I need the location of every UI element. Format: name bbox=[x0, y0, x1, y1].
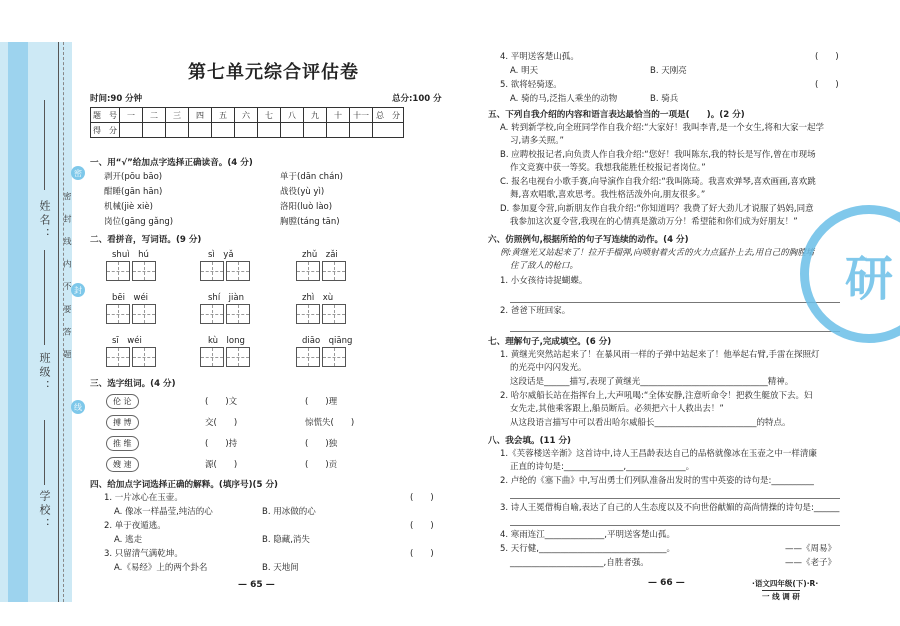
r-option: A. 骑的马,泛指人乘坐的动物 bbox=[510, 94, 618, 104]
r-option: B. 骑兵 bbox=[650, 94, 679, 104]
score-cell[interactable] bbox=[258, 123, 281, 138]
answer-line[interactable] bbox=[510, 497, 840, 499]
s7-blank-line[interactable]: 这段话是______描写,表现了黄继光______________________________精神。 bbox=[510, 377, 794, 387]
answer-paren[interactable]: ( ) bbox=[410, 549, 434, 559]
score-header-cell: 十 bbox=[327, 108, 350, 123]
s4-option: B. 隐藏,消失 bbox=[262, 535, 310, 545]
total-label: 总分:100 分 bbox=[392, 94, 442, 104]
score-header-row bbox=[91, 108, 404, 123]
s6-example: 住了敌人的枪口。 bbox=[510, 261, 579, 271]
pinyin-label: shuì hú bbox=[112, 250, 149, 260]
class-line bbox=[44, 250, 45, 345]
s4-option: B. 天地间 bbox=[262, 563, 299, 573]
section-5-heading: 五、下列自我介绍的内容和语言表达最恰当的一项是( )。(2 分) bbox=[488, 110, 745, 120]
s8-blank-line[interactable]: ______________________,自胜者强。 bbox=[510, 558, 649, 568]
score-cell[interactable] bbox=[373, 123, 404, 138]
score-cell[interactable] bbox=[143, 123, 166, 138]
page-title: 第七单元综合评估卷 bbox=[188, 62, 359, 83]
answer-paren[interactable]: ( ) bbox=[815, 52, 839, 62]
section-8-heading: 八、我会填。(11 分) bbox=[488, 436, 571, 446]
s8-text[interactable]: 3. 诗人王冕借梅自喻,表达了自己的人生态度以及不向世俗献媚的高尚情操的诗句是:______ bbox=[500, 503, 840, 513]
score-cell[interactable] bbox=[327, 123, 350, 138]
score-cell[interactable] bbox=[120, 123, 143, 138]
s5-line: 舞,喜欢唱歌,喜欢思考。我性格活泼外向,朋友很多。” bbox=[510, 190, 706, 200]
char-group: 伦 论 bbox=[106, 394, 139, 409]
score-header-cell: 二 bbox=[143, 108, 166, 123]
score-header-cell: 十一 bbox=[350, 108, 373, 123]
pinyin-label: zhì xù bbox=[302, 293, 334, 303]
s1-item: 岗位(gāng gǎng) bbox=[104, 217, 174, 227]
pinyin-label: zhǔ zǎi bbox=[302, 250, 338, 260]
writing-box[interactable] bbox=[200, 347, 252, 371]
score-cell[interactable] bbox=[235, 123, 258, 138]
answer-paren[interactable]: ( ) bbox=[410, 493, 434, 503]
s4-option: A.《易经》上的两个卦名 bbox=[114, 563, 208, 573]
score-header-cell: 四 bbox=[189, 108, 212, 123]
pinyin-label: kù long bbox=[208, 336, 245, 346]
s8-blank-line[interactable]: 5. 天行健,______________________________。 bbox=[500, 544, 676, 554]
name-label: 姓名： bbox=[38, 200, 51, 242]
seal-circle-2: 封 bbox=[71, 283, 85, 297]
binding-line bbox=[58, 42, 59, 602]
s4-option: B. 用冰做的心 bbox=[262, 507, 316, 517]
s7-text: 女先走,其他乘客跟上,船员断后。必须把六十人救出去！” bbox=[510, 404, 724, 414]
score-header-cell: 一 bbox=[120, 108, 143, 123]
score-cell[interactable] bbox=[281, 123, 304, 138]
s5-line: A. 转到新学校,向全班同学作自我介绍:“大家好！我叫李青,是一个女生,将和大家一起学 bbox=[500, 123, 824, 133]
s1-item: 战役(yù yì) bbox=[280, 187, 325, 197]
time-label: 时间:90 分钟 bbox=[90, 94, 143, 104]
section-7-heading: 七、理解句子,完成填空。(6 分) bbox=[488, 337, 612, 347]
footer-brand: 一 线 调 研 bbox=[762, 592, 800, 601]
s1-item: 洛阳(luò lào) bbox=[280, 202, 333, 212]
s7-text: 的光亮中闪闪发光。 bbox=[510, 363, 587, 373]
char-group: 嫂 速 bbox=[106, 457, 139, 472]
s5-line: 我参加这次夏令营,我现在的心情真是激动万分！希望能和你们成为好朋友！” bbox=[510, 217, 798, 227]
footer-book: ·语文四年级(下)·R· bbox=[752, 579, 819, 588]
s4-option: A. 像冰一样晶莹,纯洁的心 bbox=[114, 507, 213, 517]
r-option: A. 明天 bbox=[510, 66, 539, 76]
seal-circle-3: 线 bbox=[71, 400, 85, 414]
pinyin-label: sì yǎ bbox=[208, 250, 234, 260]
school-line bbox=[44, 420, 45, 485]
r-question: 4. 平明送客楚山孤。 bbox=[500, 52, 579, 62]
s5-line: C. 报名电视台小歌手赛,向导演作自我介绍:“我叫陈琦。我喜欢弹琴,喜欢画画,喜欢跳 bbox=[500, 177, 816, 187]
s3-blank[interactable]: ( )文 bbox=[205, 397, 238, 407]
writing-box[interactable] bbox=[296, 261, 348, 285]
score-cell[interactable] bbox=[304, 123, 327, 138]
score-header-cell: 题 号 bbox=[91, 108, 120, 123]
writing-box[interactable] bbox=[106, 304, 158, 328]
s8-blank-line[interactable]: 正直的诗句是:______________,______________。 bbox=[510, 462, 695, 472]
s1-item: 酣睡(gān hān) bbox=[104, 187, 163, 197]
pinyin-label: diāo qiāng bbox=[302, 336, 353, 346]
r-option: B. 天刚亮 bbox=[650, 66, 687, 76]
answer-line[interactable] bbox=[510, 524, 840, 526]
score-header-cell: 六 bbox=[235, 108, 258, 123]
s1-item: 剥开(pōu bāo) bbox=[104, 172, 163, 182]
score-header-cell: 八 bbox=[281, 108, 304, 123]
section-2-heading: 二、看拼音，写词语。(9 分) bbox=[90, 235, 202, 245]
name-line bbox=[44, 100, 45, 190]
s5-line: D. 参加夏令营,向新朋友作自我介绍:“你知道吗？我费了好大劲儿才说服了妈妈,同意 bbox=[500, 204, 814, 214]
pinyin-label: shí jiàn bbox=[208, 293, 244, 303]
r-question: 5. 欲将轻骑逐。 bbox=[500, 80, 562, 90]
writing-box[interactable] bbox=[200, 304, 252, 328]
score-header-cell: 七 bbox=[258, 108, 281, 123]
writing-box[interactable] bbox=[106, 261, 158, 285]
writing-box[interactable] bbox=[200, 261, 252, 285]
s6-question: 1. 小女孩待诗捉蝴蝶。 bbox=[500, 276, 588, 286]
s3-blank[interactable]: 源( ) bbox=[205, 460, 238, 470]
score-header-cell: 九 bbox=[304, 108, 327, 123]
s5-line: 作文竞赛中获一等奖。我想我能胜任校报记者岗位。” bbox=[510, 163, 706, 173]
s8-source: ——《老子》 bbox=[785, 558, 837, 568]
score-cell[interactable] bbox=[189, 123, 212, 138]
s4-question: 1. 一片冰心在玉壶。 bbox=[104, 493, 183, 503]
s3-blank[interactable]: ( )持 bbox=[205, 439, 238, 449]
s3-blank[interactable]: 惊慌失( ) bbox=[305, 418, 355, 428]
s5-line: B. 应聘校报记者,向负责人作自我介绍:“您好！我叫陈东,我的特长是写作,曾在市现场 bbox=[500, 150, 816, 160]
s1-item: 胸膛(táng tān) bbox=[280, 217, 340, 227]
writing-box[interactable] bbox=[296, 347, 348, 371]
s6-question: 2. 爸爸下班回家。 bbox=[500, 306, 571, 316]
s4-question: 3. 只留清气满乾坤。 bbox=[104, 549, 183, 559]
s3-blank[interactable]: ( )理 bbox=[305, 397, 338, 407]
answer-line[interactable] bbox=[510, 301, 840, 303]
writing-box[interactable] bbox=[296, 304, 348, 328]
score-table bbox=[90, 107, 404, 138]
s5-line: 习,请多关照。” bbox=[510, 136, 564, 146]
score-cell[interactable] bbox=[166, 123, 189, 138]
score-row-label: 得 分 bbox=[91, 123, 120, 138]
s7-text: 1. 黄继光突然站起来了！在暴风雨一样的子弹中站起来了！他举起右臂,手雷在探照灯 bbox=[500, 350, 820, 360]
s1-item: 机械(jiè xiè) bbox=[104, 202, 153, 212]
s7-text: 2. 哈尔威船长站在指挥台上,大声吼喝:“全体安静,注意听命令！把救生艇放下去。妇 bbox=[500, 391, 813, 401]
s8-source: ——《周易》 bbox=[785, 544, 837, 554]
s7-blank-line[interactable]: 从这段语言描写中可以看出哈尔威船长________________________的特点。 bbox=[510, 418, 791, 428]
pinyin-label: bēi wéi bbox=[112, 293, 149, 303]
answer-paren[interactable]: ( ) bbox=[410, 521, 434, 531]
score-header-cell: 五 bbox=[212, 108, 235, 123]
s8-text[interactable]: 2. 卢纶的《塞下曲》中,写出勇士们列队准备出发时的雪中英姿的诗句是:__________ bbox=[500, 476, 814, 486]
score-cell[interactable] bbox=[212, 123, 235, 138]
section-6-heading: 六、仿照例句,根据所给的句子写连续的动作。(4 分) bbox=[488, 235, 689, 245]
char-group: 推 维 bbox=[106, 436, 139, 451]
section-1-heading: 一、用“√”给加点字选择正确读音。(4 分) bbox=[90, 158, 253, 168]
score-cell[interactable] bbox=[350, 123, 373, 138]
stamp-watermark: 研 bbox=[800, 205, 900, 343]
score-header-cell: 三 bbox=[166, 108, 189, 123]
s3-blank[interactable]: ( )贡 bbox=[305, 460, 338, 470]
pinyin-label: sī wéi bbox=[112, 336, 142, 346]
writing-box[interactable] bbox=[106, 347, 158, 371]
s4-option: A. 逃走 bbox=[114, 535, 143, 545]
s4-question: 2. 单于夜遁逃。 bbox=[104, 521, 166, 531]
class-label: 班级： bbox=[38, 352, 51, 394]
s6-example: 例:黄继光又站起来了！拉开手榴弹,向喷射着火舌的火力点猛扑上去,用自己的胸膛堵 bbox=[500, 248, 815, 258]
section-4-heading: 四、给加点字词选择正确的解释。(填序号)(5 分) bbox=[90, 480, 278, 490]
s8-blank-line[interactable]: 4. 寒雨连江______________,平明送客楚山孤。 bbox=[500, 530, 676, 540]
answer-line[interactable] bbox=[510, 330, 840, 332]
char-group: 搏 博 bbox=[106, 415, 139, 430]
seal-circle-1: 密 bbox=[71, 166, 85, 180]
s3-blank[interactable]: 交( ) bbox=[205, 418, 238, 428]
answer-paren[interactable]: ( ) bbox=[815, 80, 839, 90]
s8-text: 1.《芙蓉楼送辛渐》这首诗中,诗人王昌龄表达自己的品格就像冰在玉壶之中一样清廉 bbox=[500, 449, 817, 459]
s1-item: 单于(dān chán) bbox=[280, 172, 343, 182]
school-label: 学校： bbox=[38, 490, 51, 532]
score-input-row bbox=[91, 123, 404, 138]
binding-strip-inner bbox=[8, 42, 28, 602]
s3-blank[interactable]: ( )独 bbox=[305, 439, 338, 449]
page-number-right: — 66 — bbox=[648, 578, 685, 588]
page-number-left: — 65 — bbox=[238, 580, 275, 590]
section-3-heading: 三、选字组词。(4 分) bbox=[90, 379, 176, 389]
score-header-cell: 总 分 bbox=[373, 108, 404, 123]
seal-text: 密 封 线 内 不 要 答 题 bbox=[63, 192, 72, 364]
